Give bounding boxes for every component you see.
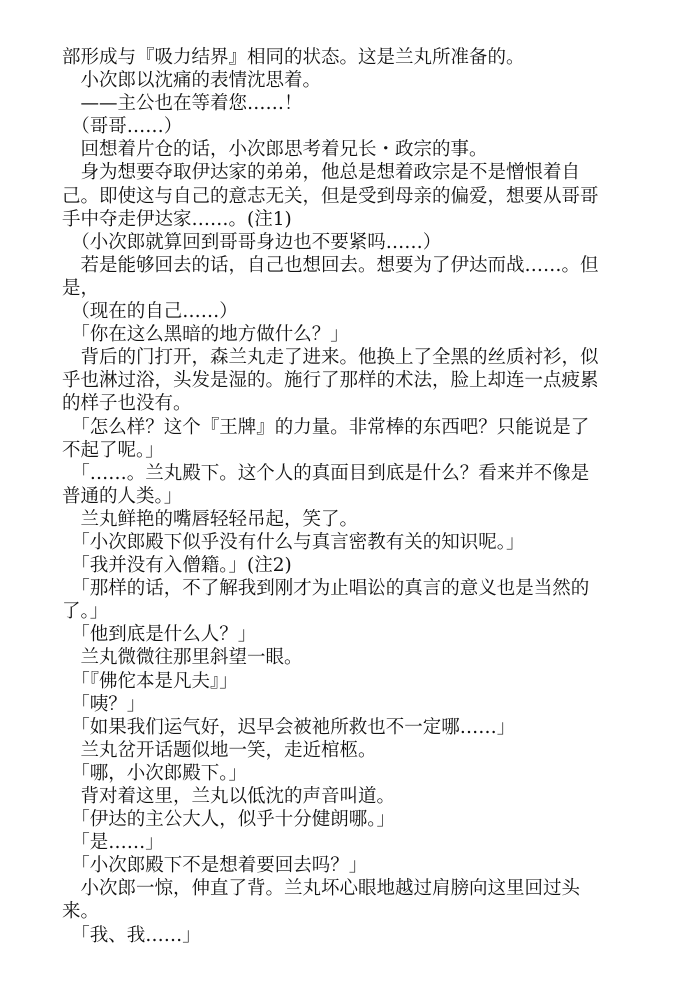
text-line: 「我并没有入僧籍。」(注2)	[62, 555, 292, 577]
text-line: 「……。兰丸殿下。这个人的真面目到底是什么？看来并不像是	[62, 462, 590, 484]
text-line: 「『佛佗本是凡夫』」	[62, 670, 238, 692]
text-line: 「小次郎殿下似乎没有什么与真言密教有关的知识呢。」	[62, 531, 525, 553]
text-line: 兰丸岔开话题似地一笑，走近棺柩。	[62, 739, 377, 761]
text-line: （现在的自己……）	[62, 301, 238, 323]
text-line: 「你在这么黑暗的地方做什么？」	[62, 324, 349, 346]
novel-page	[62, 46, 642, 947]
text-line: 回想着片仓的话，小次郎思考着兄长・政宗的事。	[62, 139, 488, 161]
text-line: 「如果我们运气好，迟早会被祂所救也不一定哪……」	[62, 716, 516, 738]
text-line: 兰丸微微往那里斜望一眼。	[62, 647, 303, 669]
text-line: （小次郎就算回到哥哥身边也不要紧吗……）	[62, 231, 442, 253]
text-line: 「小次郎殿下不是想着要回去吗？」	[62, 855, 368, 877]
text-line: 了。」	[62, 601, 109, 623]
text-line: 「那样的话，不了解我到刚才为止唱讼的真言的意义也是当然的	[62, 578, 590, 600]
text-line: 手中夺走伊达家……。(注1)	[62, 208, 292, 230]
text-line: 不起了呢。」	[62, 439, 164, 461]
text-line: 的样子也没有。	[62, 393, 192, 415]
text-line: 「他到底是什么人？」	[62, 624, 257, 646]
text-line: 部形成与『吸力结界』相同的状态。这是兰丸所准备的。	[62, 47, 525, 68]
text-line: 己。即使这与自己的意志无关，但是受到母亲的偏爱，想要从哥哥	[62, 185, 599, 207]
text-line: 是，	[62, 277, 100, 299]
text-line: 「怎么样？这个『王牌』的力量。非常棒的东西吧？只能说是了	[62, 416, 590, 438]
text-line: 兰丸鲜艳的嘴唇轻轻吊起，笑了。	[62, 508, 359, 530]
text-line: 乎也淋过浴，头发是湿的。施行了那样的术法，脸上却连一点疲累	[62, 370, 599, 392]
text-line: 普通的人类。」	[62, 485, 183, 507]
text-line: 若是能够回去的话，自己也想回去。想要为了伊达而战……。但	[62, 254, 599, 276]
text-line: 「咦？」	[62, 693, 146, 715]
text-line: 背后的门打开，森兰丸走了进来。他换上了全黑的丝质衬衫，似	[62, 347, 599, 369]
text-line: 小次郎一惊，伸直了背。兰丸坏心眼地越过肩膀向这里回过头	[62, 878, 581, 900]
text-line: 来。	[62, 901, 100, 923]
text-line: 身为想要夺取伊达家的弟弟，他总是想着政宗是不是憎恨着自	[62, 162, 581, 184]
text-line: 小次郎以沈痛的表情沈思着。	[62, 70, 322, 92]
text-line: 「我、我……」	[62, 924, 201, 946]
text-line: 「哪，小次郎殿下。」	[62, 762, 248, 784]
text-line: 「伊达的主公大人，似乎十分健朗哪。」	[62, 809, 396, 831]
text-line: ——主公也在等着您……！	[62, 93, 303, 115]
text-line: （哥哥……）	[62, 116, 183, 138]
text-line: 背对着这里，兰丸以低沈的声音叫道。	[62, 786, 396, 807]
text-line: 「是……」	[62, 832, 164, 854]
